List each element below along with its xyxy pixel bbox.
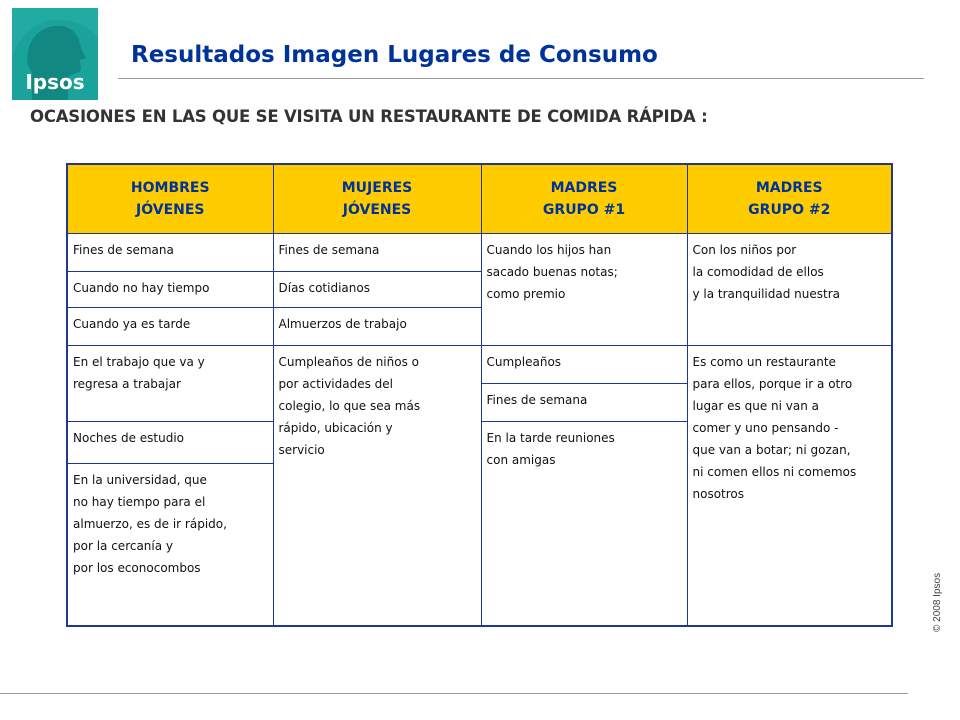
logo-text: Ipsos <box>25 70 85 94</box>
table-cell: Cuando no hay tiempo <box>67 272 273 308</box>
table-cell: Es como un restaurante para ellos, porque ir a otro lugar es que ni van a comer y uno pensando - que van a botar; ni gozan, ni comen ellos ni comemos nosotros <box>687 346 892 626</box>
page-subtitle: OCASIONES EN LAS QUE SE VISITA UN RESTAURANTE DE COMIDA RÁPIDA : <box>30 107 708 126</box>
table-cell: Cumpleaños <box>481 346 687 384</box>
table-cell: Con los niños por la comodidad de ellos y la tranquilidad nuestra <box>687 234 892 346</box>
table-cell: Almuerzos de trabajo <box>273 308 481 346</box>
page-title: Resultados Imagen Lugares de Consumo <box>131 42 658 68</box>
header-mujeres-jovenes: MUJERES JÓVENES <box>273 164 481 234</box>
occasions-table <box>66 163 893 627</box>
table-cell: Noches de estudio <box>67 422 273 464</box>
table-row <box>67 234 892 272</box>
table-cell: Cuando los hijos han sacado buenas notas; como premio <box>481 234 687 346</box>
footer-divider <box>0 693 908 694</box>
table-cell: Fines de semana <box>67 234 273 272</box>
table-cell: Fines de semana <box>273 234 481 272</box>
ipsos-logo <box>12 8 98 100</box>
table-row <box>67 346 892 384</box>
header-madres-grupo-1: MADRES GRUPO #1 <box>481 164 687 234</box>
title-divider <box>118 78 924 79</box>
table-cell: En el trabajo que va y regresa a trabajar <box>67 346 273 422</box>
table-cell: En la universidad, que no hay tiempo para el almuerzo, es de ir rápido, por la cercanía y por los econocombos <box>67 464 273 626</box>
table-header-row <box>67 164 892 234</box>
table-cell: En la tarde reuniones con amigas <box>481 422 687 626</box>
table-cell: Cumpleaños de niños o por actividades del colegio, lo que sea más rápido, ubicación y servicio <box>273 346 481 626</box>
header-madres-grupo-2: MADRES GRUPO #2 <box>687 164 892 234</box>
header-hombres-jovenes: HOMBRES JÓVENES <box>67 164 273 234</box>
table-cell: Días cotidianos <box>273 272 481 308</box>
copyright-notice: © 2008 Ipsos <box>932 572 943 632</box>
table-cell: Cuando ya es tarde <box>67 308 273 346</box>
table-cell: Fines de semana <box>481 384 687 422</box>
